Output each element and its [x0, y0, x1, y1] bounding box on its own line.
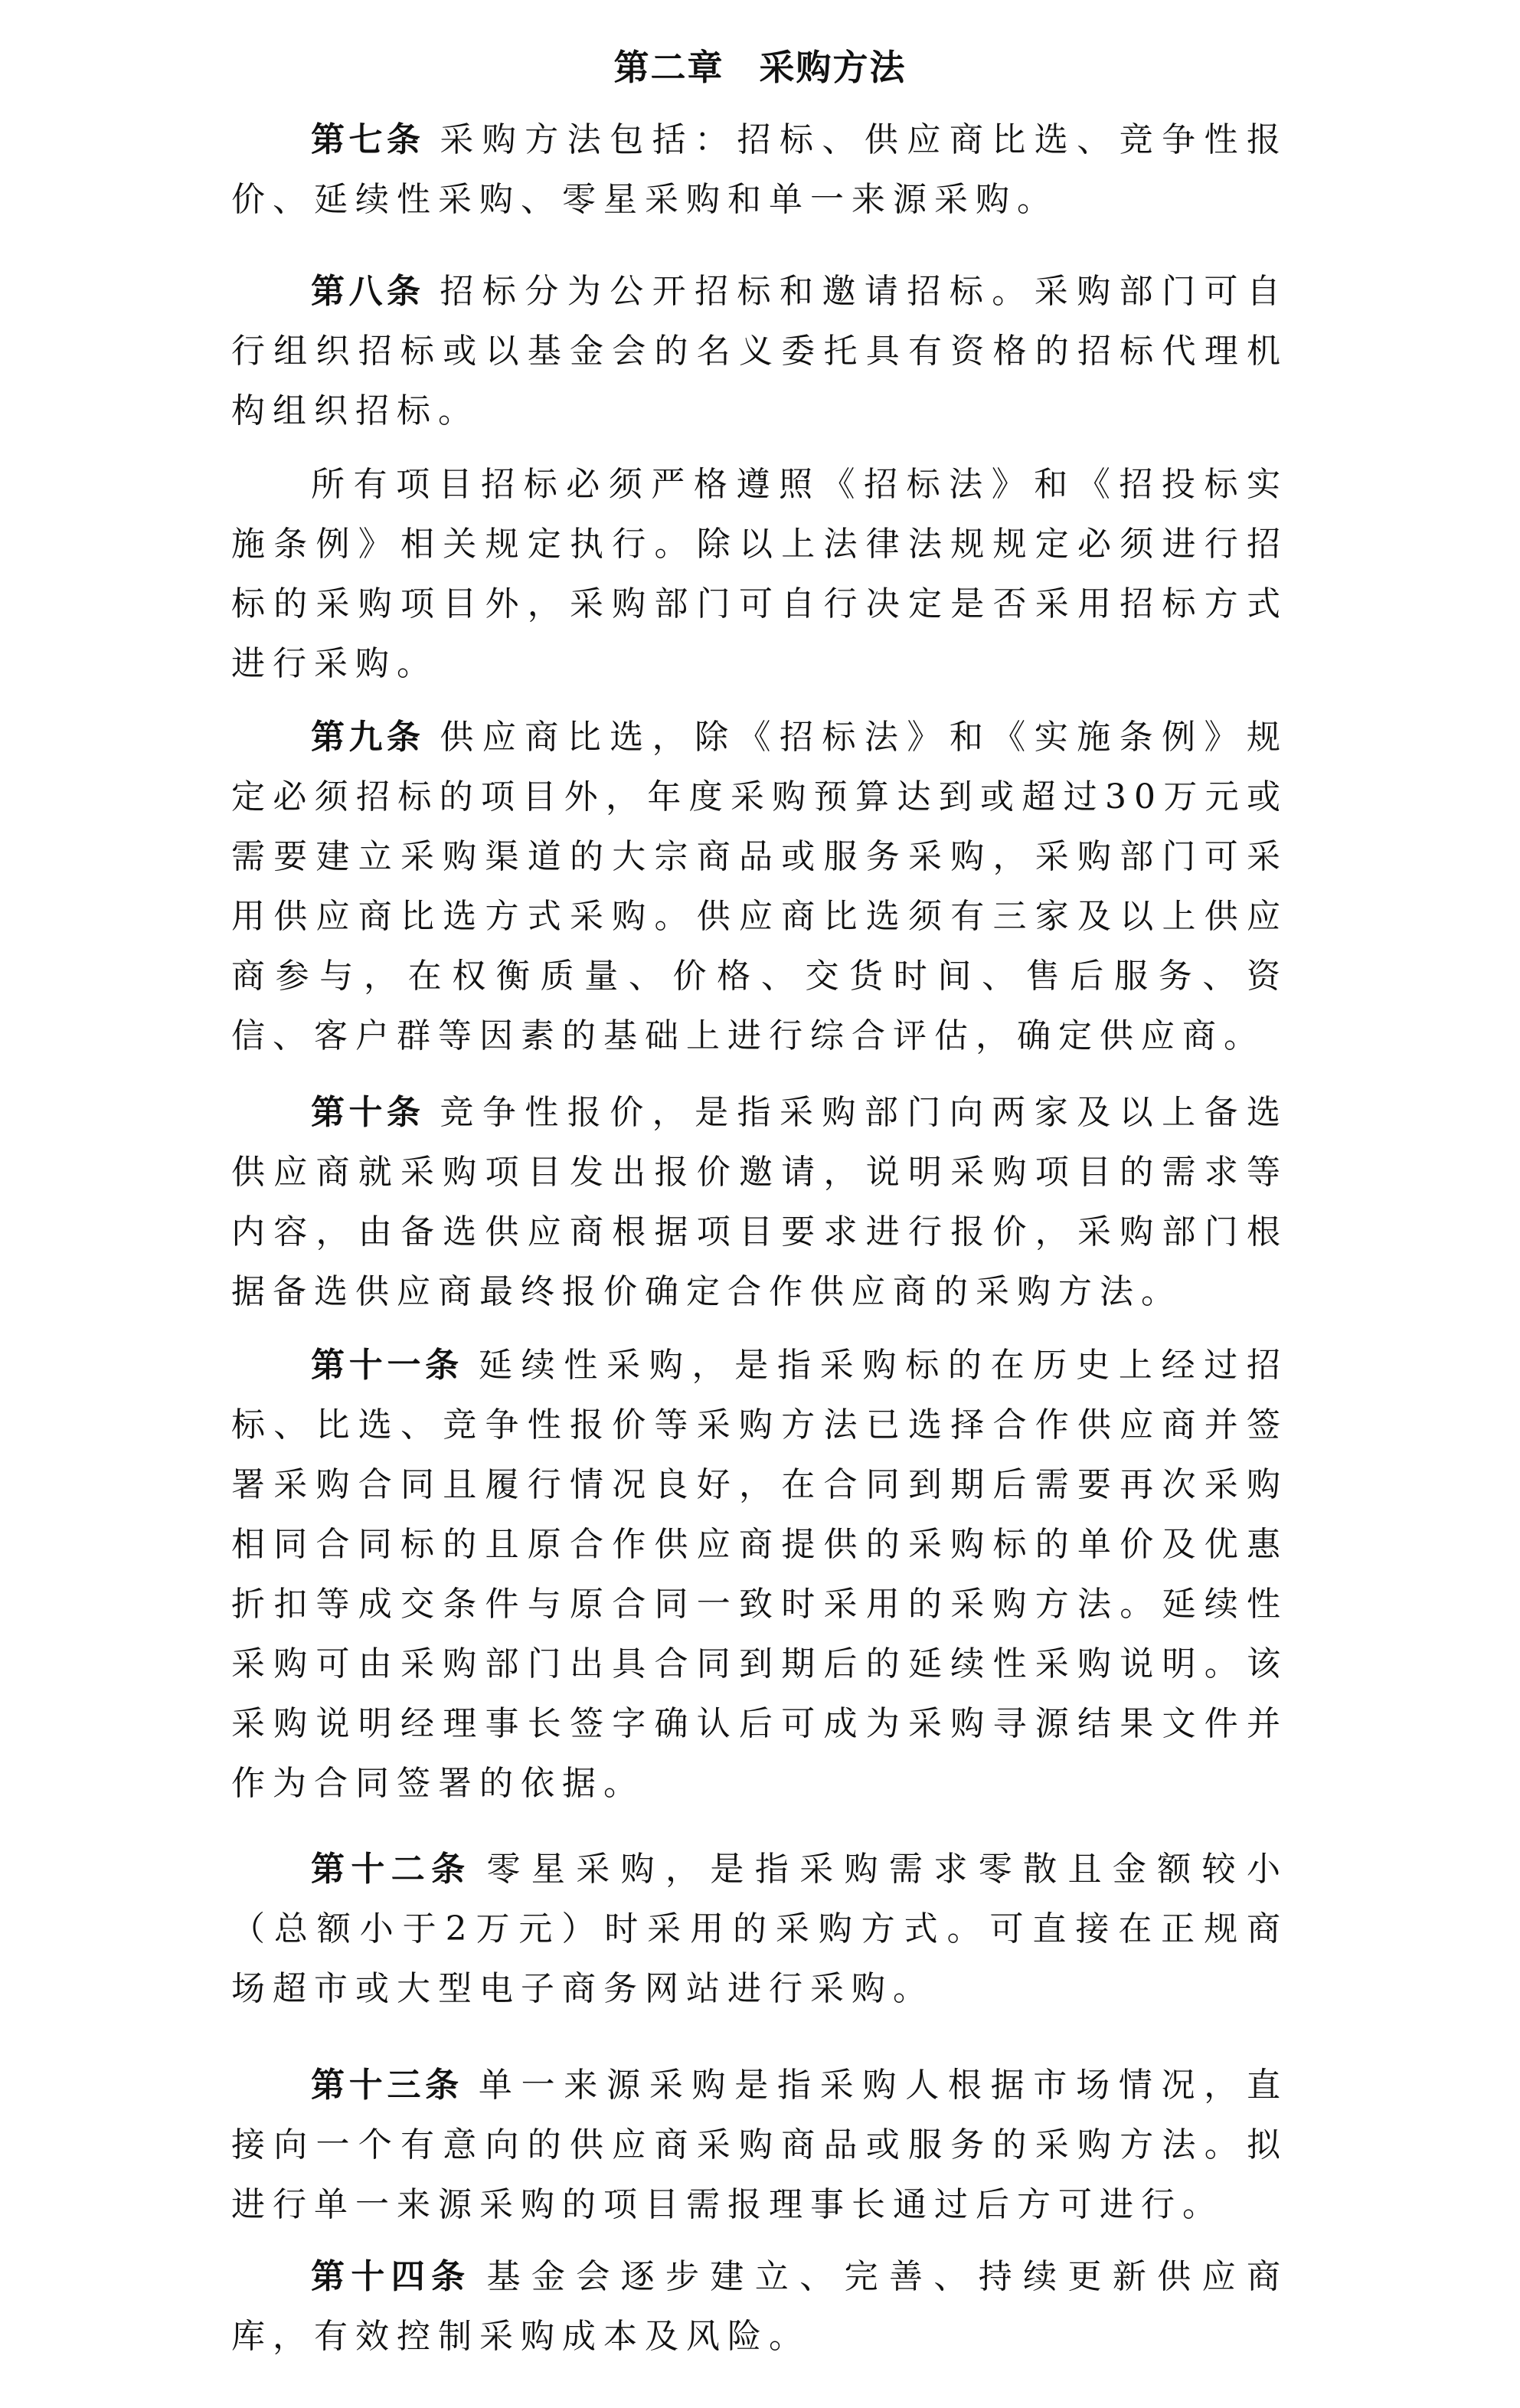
article-label: 第十三条: [311, 2066, 463, 2105]
article-text: 竞争性报价，是指采购部门向两家及以上备选供应商就采购项目发出报价邀请，说明采购项目的需求等内容，由备选供应商根据项目要求进行报价，采购部门根据备选供应商最终报价确定合作供应商的采购方法。: [231, 1093, 1289, 1311]
article-text: 采购方法包括：招标、供应商比选、竞争性报价、延续性采购、零星采购和单一来源采购。: [231, 120, 1289, 219]
article-label: 第十四条: [311, 2257, 472, 2296]
article-13: [231, 2056, 1288, 2235]
article-label: 第十二条: [311, 1850, 472, 1889]
article-12: [231, 1840, 1288, 2019]
article-text: 所有项目招标必须严格遵照《招标法》和《招投标实施条例》相关规定执行。除以上法律法规规定必须进行招标的采购项目外，采购部门可自行决定是否采用招标方式进行采购。: [231, 465, 1288, 683]
chapter-title: 采购方法: [759, 47, 907, 88]
article-text: 零星采购，是指采购需求零散且金额较小（总额小于2万元）时采用的采购方式。可直接在正规商场超市或大型电子商务网站进行采购。: [231, 1850, 1289, 2008]
article-label: 第十一条: [311, 1346, 463, 1385]
article-label: 第十条: [311, 1093, 425, 1132]
article-text: 单一来源采购是指采购人根据市场情况，直接向一个有意向的供应商采购商品或服务的采购方法。拟进行单一来源采购的项目需报理事长通过后方可进行。: [231, 2066, 1289, 2224]
article-label: 第九条: [311, 718, 425, 757]
article-11: [231, 1336, 1288, 1814]
article-label: 第七条: [311, 120, 425, 159]
article-text: 供应商比选，除《招标法》和《实施条例》规定必须招标的项目外，年度采购预算达到或超过30万元或需要建立采购渠道的大宗商品或服务采购，采购部门可采用供应商比选方式采购。供应商比选须有三家及以上供应商参与，在权衡质量、价格、交货时间、售后服务、资信、客户群等因素的基础上进行综合评估，确定供应商。: [231, 718, 1289, 1055]
article-14: [231, 2247, 1288, 2367]
article-10: [231, 1083, 1288, 1322]
article-8: [231, 262, 1288, 441]
article-text: 延续性采购，是指采购标的在历史上经过招标、比选、竞争性报价等采购方法已选择合作供应商并签署采购合同且履行情况良好，在合同到期后需要再次采购相同合同标的且原合作供应商提供的采购标的单价及优惠折扣等成交条件与原合同一致时采用的采购方法。延续性采购可由采购部门出具合同到期后的延续性采购说明。该采购说明经理事长签字确认后可成为采购寻源结果文件并作为合同签署的依据。: [231, 1346, 1289, 1803]
article-text: 招标分为公开招标和邀请招标。采购部门可自行组织招标或以基金会的名义委托具有资格的招标代理机构组织招标。: [231, 272, 1289, 430]
article-9: [231, 708, 1288, 1066]
chapter-heading: [0, 37, 1520, 98]
chapter-number: 第二章: [613, 47, 724, 88]
article-label: 第八条: [311, 272, 425, 311]
article-text: 基金会逐步建立、完善、持续更新供应商库，有效控制采购成本及风险。: [231, 2257, 1289, 2356]
article-7: [231, 110, 1288, 230]
article-8-paragraph-2: [231, 455, 1288, 694]
